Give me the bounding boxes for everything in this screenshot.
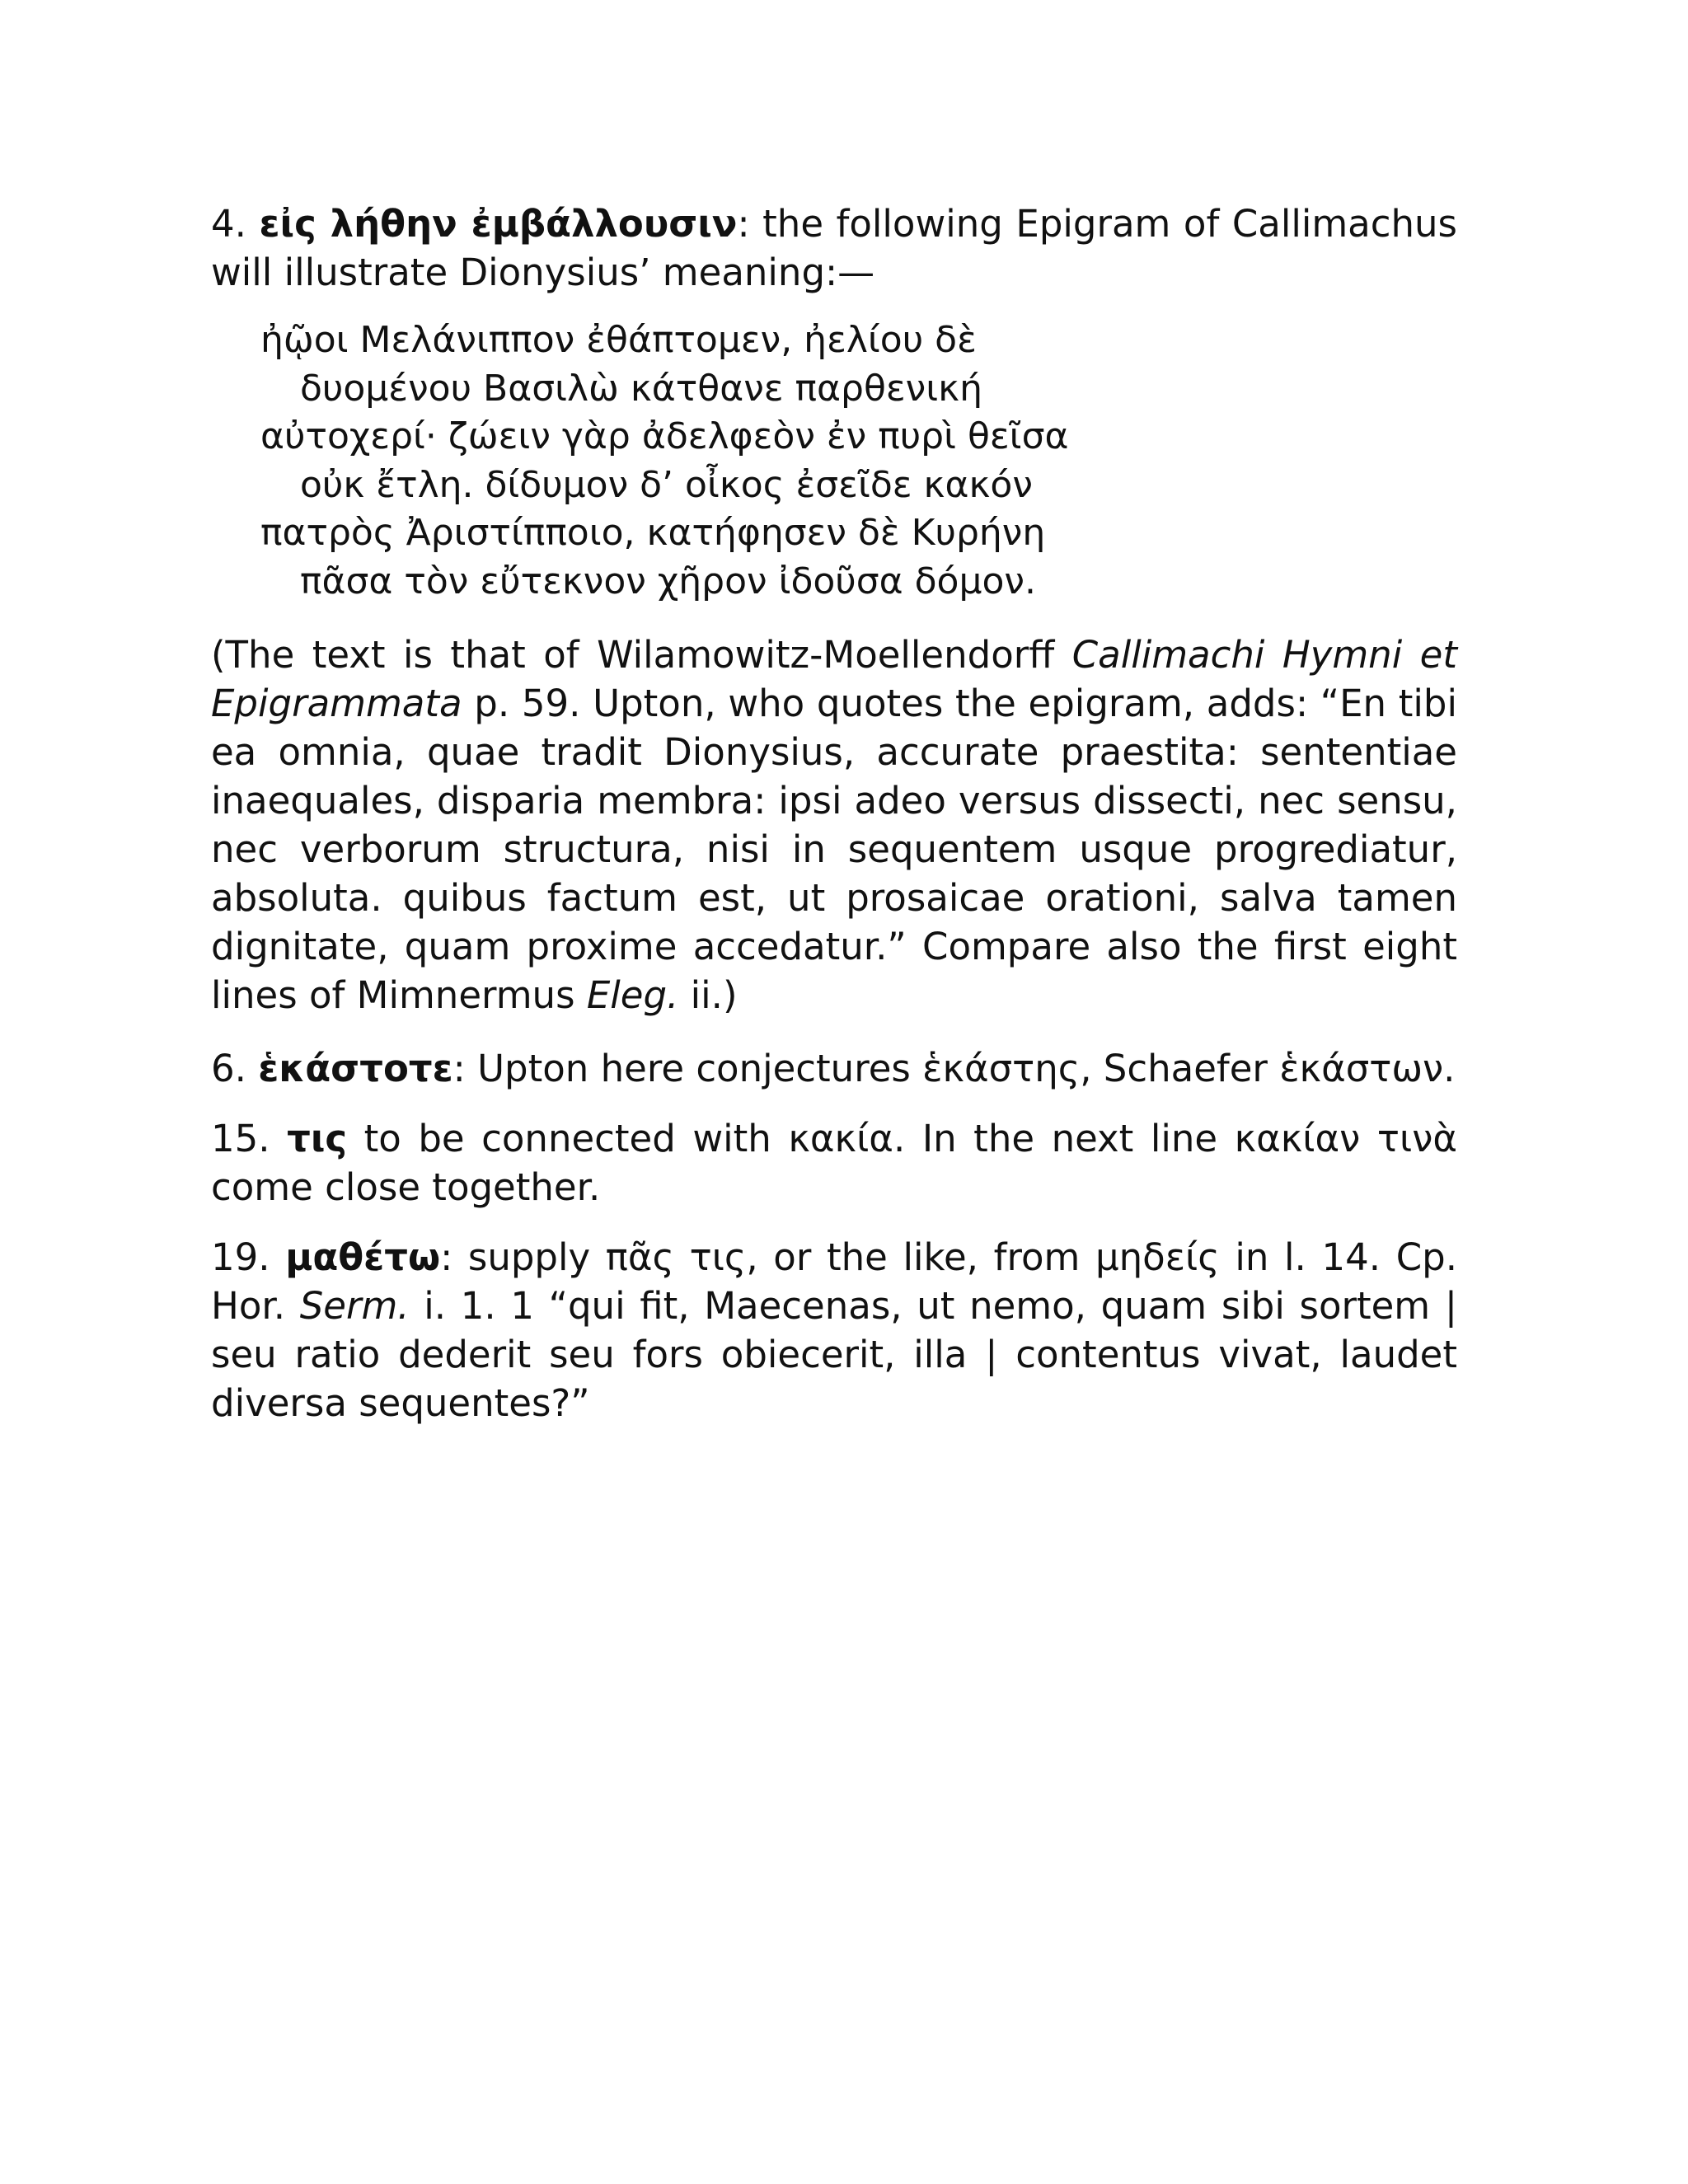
note-number: 19. — [211, 1235, 286, 1279]
note-number: 4. — [211, 202, 260, 246]
book-title: Callimachi Hymni et Epigrammata — [211, 633, 1457, 725]
note-6 — [211, 1044, 1457, 1093]
note-text: to be connected with κακία. In the next line κακίαν τινὰ come close together. — [211, 1117, 1457, 1209]
greek-epigram — [260, 316, 1167, 606]
note-number: 6. — [211, 1047, 259, 1090]
editorial-remark — [211, 630, 1457, 1019]
note-number: 15. — [211, 1117, 288, 1160]
remark-text: ii.) — [678, 973, 738, 1017]
note-19 — [211, 1233, 1457, 1427]
note-text: : supply πᾶς τις, or the like, from μηδείς in l. 14. Cp. Hor. — [211, 1235, 1457, 1328]
note-15 — [211, 1114, 1457, 1212]
verse-line-6: πᾶσα τὸν εὔτεκνον χῆρον ἰδοῦσα δόμον. — [300, 560, 1036, 602]
remark-text: p. 59. Upton, who quotes the epigram, adds: “En tibi ea omnia, quae tradit Dionysius, accurate praestita: sententiae inaequales, disparia membra: ipsi adeo versus dissecti, nec sensu, nec verborum structura, nisi in sequentem usque progrediatur, absoluta. quibus factum est, ut prosaicae orationi, salva tamen dignitate, quam proxime accedatur.” Compare also the first eight lines of Mimnermus — [211, 682, 1457, 1017]
note-4 — [211, 199, 1457, 297]
verse-line-3: αὐτοχερί· ζώειν γὰρ ἀδελφεὸν ἐν πυρὶ θεῖσα — [260, 415, 1069, 457]
note-lemma: ἑκάστοτε — [258, 1047, 453, 1090]
verse-line-5: πατρὸς Ἀριστίπποιο, κατήφησεν δὲ Κυρήνη — [260, 512, 1046, 554]
note-text: : the following Epigram of Callimachus will illustrate Dionysius’ meaning:— — [211, 202, 1457, 294]
note-lemma: μαθέτω — [285, 1235, 441, 1279]
verse-line-2: δυομένου Βασιλὼ κάτθανε παρθενική — [300, 367, 982, 410]
note-text: : Upton here conjectures ἑκάστης, Schaefer ἑκάστων. — [452, 1047, 1456, 1090]
work-title: Serm. — [299, 1284, 410, 1328]
verse-line-4: οὐκ ἔτλη. δίδυμον δ’ οἶκος ἐσεῖδε κακόν — [300, 463, 1033, 506]
remark-text: (The text is that of Wilamowitz-Moellendorff — [211, 633, 1072, 677]
note-text: i. 1. 1 “qui fit, Maecenas, ut nemo, quam sibi sortem | seu ratio dederit seu fors obiecerit, illa | contentus vivat, laudet diversa sequentes?” — [211, 1284, 1457, 1425]
note-lemma: τις — [287, 1117, 348, 1160]
note-lemma: εἰς λήθην ἐμβάλλουσιν — [259, 202, 738, 246]
work-title: Eleg. — [586, 973, 679, 1017]
verse-line-1: ἠῷοι Μελάνιππον ἐθάπτομεν, ἠελίου δὲ — [260, 319, 977, 361]
